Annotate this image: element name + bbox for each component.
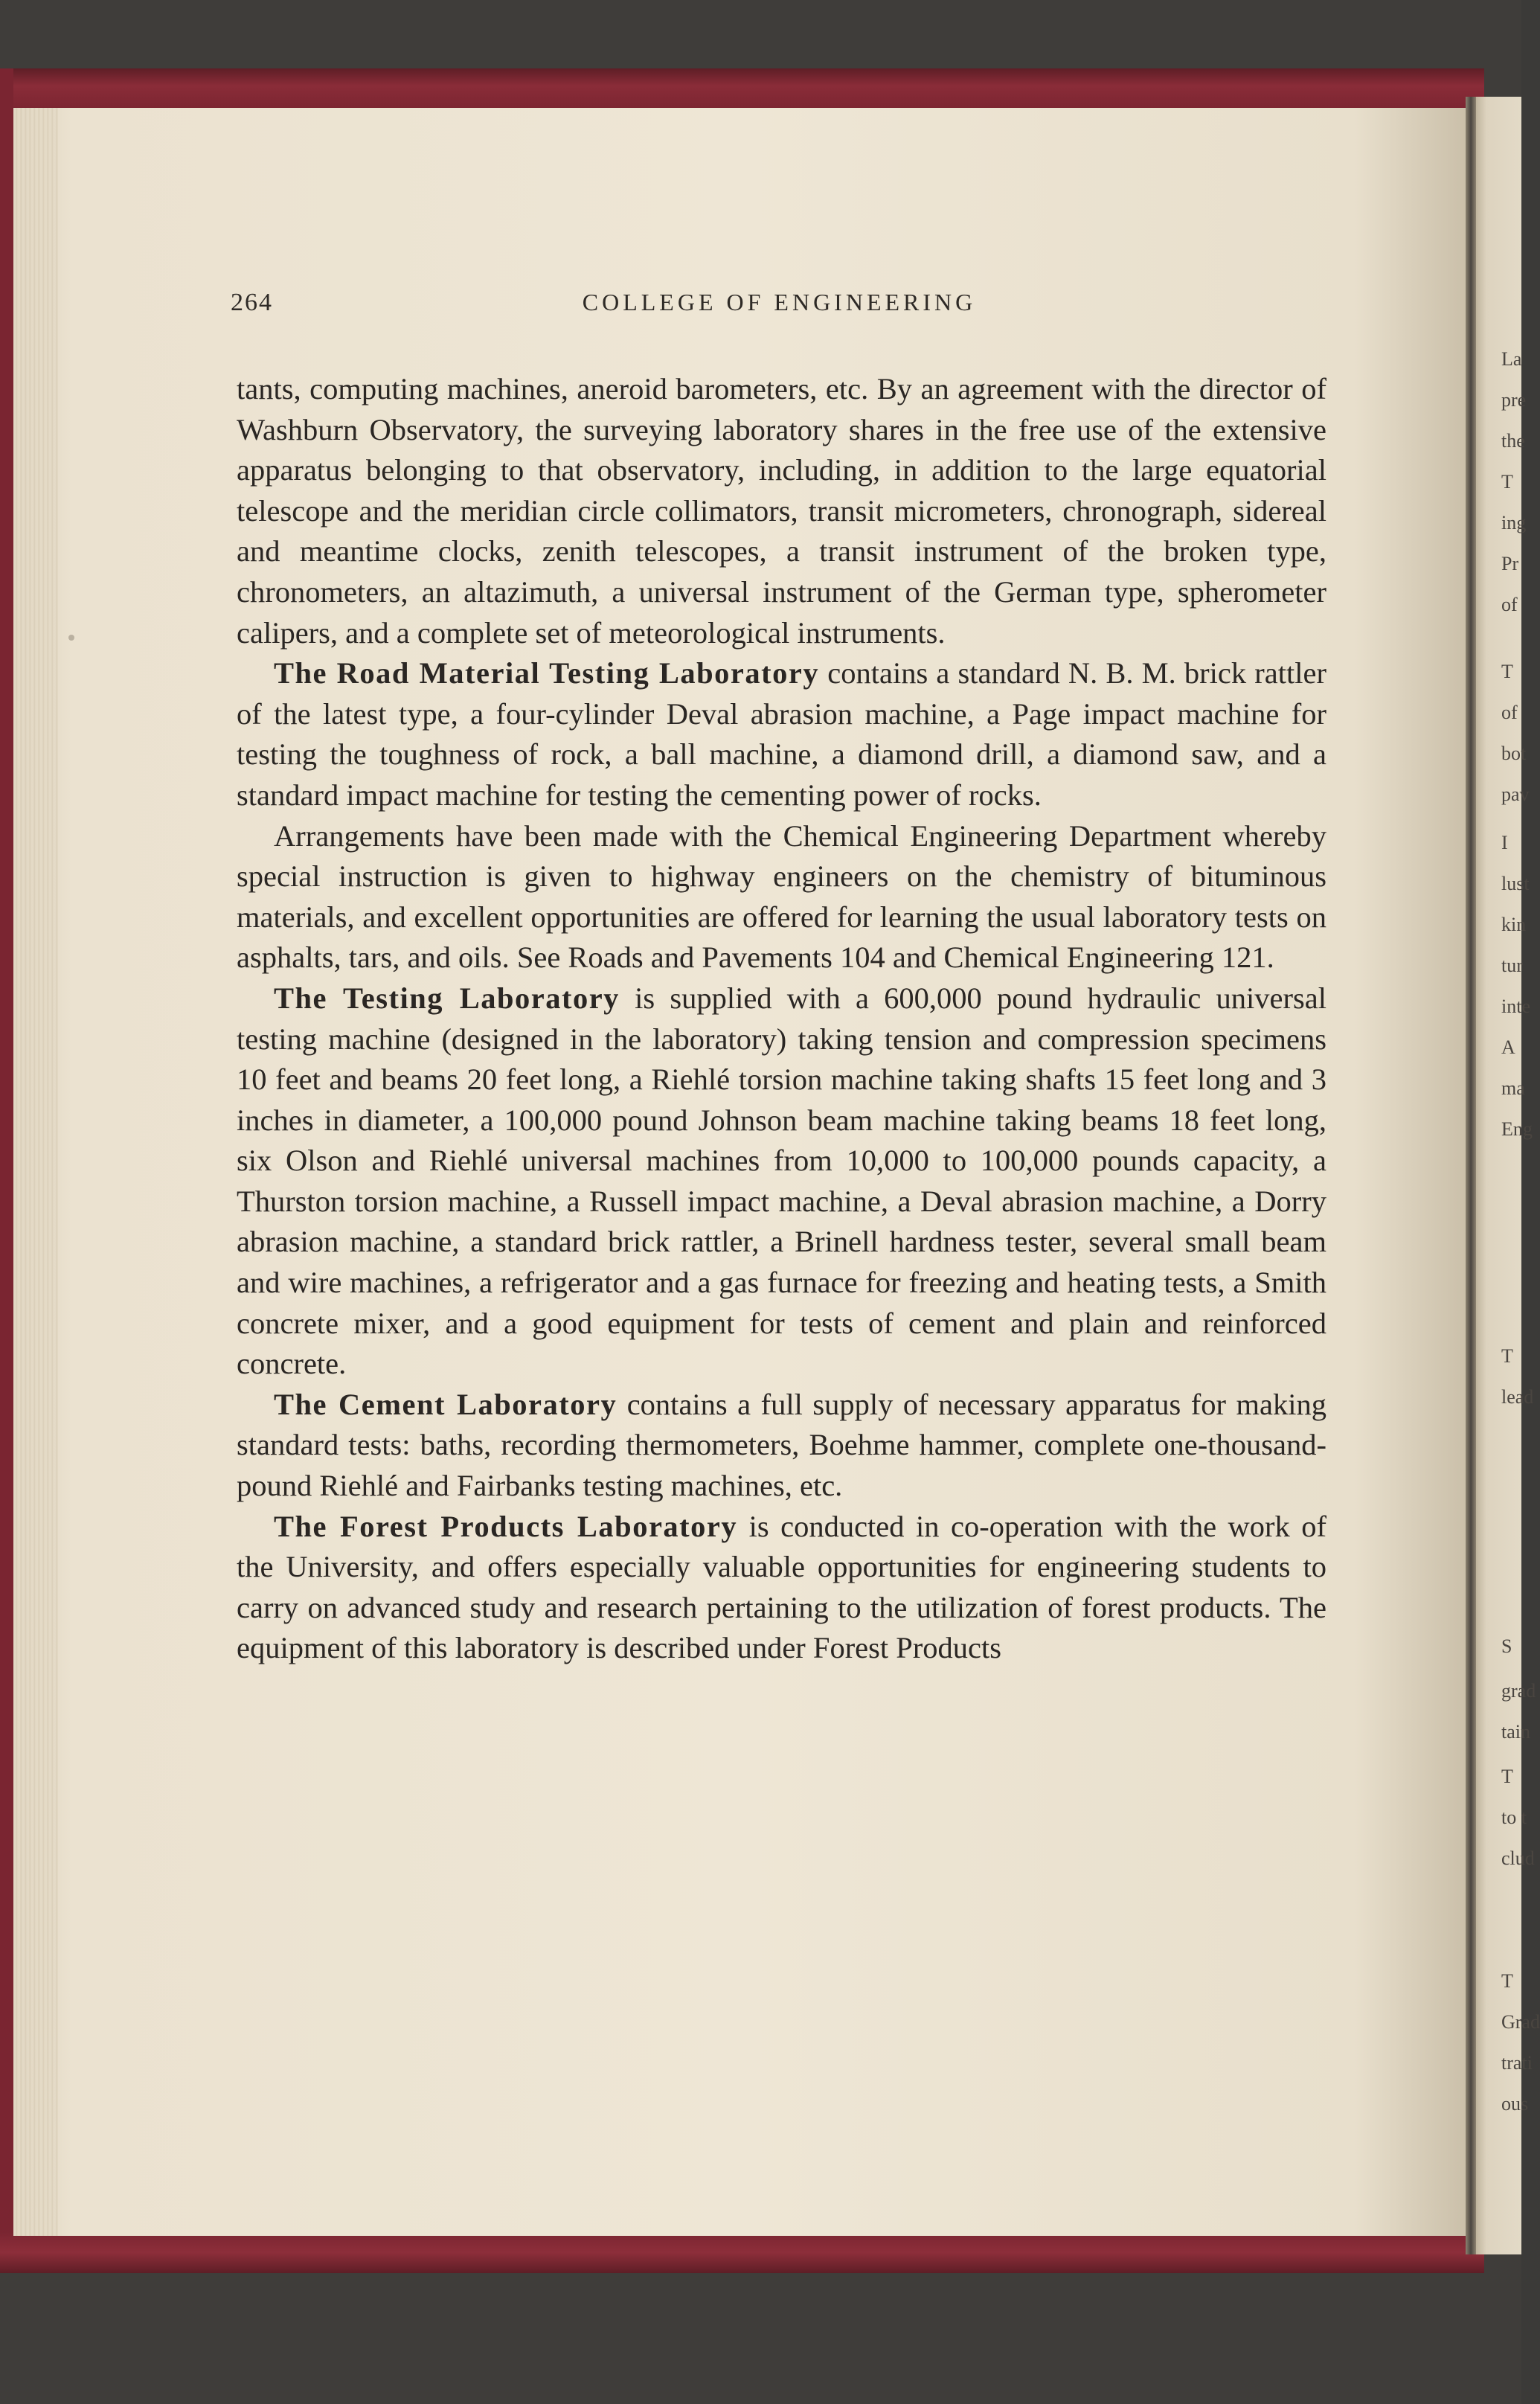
next-page-fragment: pre <box>1501 389 1527 411</box>
next-page-fragment: Eng <box>1501 1118 1533 1140</box>
paragraph <box>237 1507 1326 1669</box>
next-page-fragment: Pr <box>1501 553 1519 574</box>
lab-heading: The Road Material Testing Laboratory <box>274 656 820 690</box>
next-page-fragment: Grad <box>1501 2011 1540 2033</box>
book-gutter <box>1466 97 1476 2254</box>
next-page-fragment: T <box>1501 1345 1513 1367</box>
paragraph-text: Arrangements have been made with the Chemical Engineering Department whereby special instruction is given to highway engineers on the chemistry of bituminous materials, and excellent opportunities are offered for learning the usual laboratory tests on asphalts, tars, and oils. See Roads and Pavements 104 and Chemical Engineering 121. <box>237 818 1326 975</box>
next-page-fragment: tain <box>1501 1721 1530 1743</box>
next-page-fragment: La <box>1501 348 1522 370</box>
paragraph <box>237 816 1326 978</box>
next-page-fragment: T <box>1501 661 1513 682</box>
paragraph <box>237 1385 1326 1507</box>
paragraph <box>237 369 1326 653</box>
next-page-fragment: inte <box>1501 996 1530 1017</box>
next-page-fragment: of <box>1501 594 1518 615</box>
next-page-fragment: ma <box>1501 1077 1525 1099</box>
next-page-edge <box>1472 97 1521 2254</box>
page-header <box>231 289 1328 326</box>
lab-heading: The Cement Laboratory <box>274 1387 617 1421</box>
paragraph-text: contains a full supply of necessary apparatus for making standard tests: baths, recording thermometers, Boehme hammer, complete one-thousand-pound Riehlé and Fairbanks testing machines, etc. <box>237 1387 1326 1503</box>
next-page-fragment: trati <box>1501 2052 1533 2074</box>
next-page-fragment: ous <box>1501 2093 1529 2115</box>
next-page-fragment: to t <box>1501 1807 1527 1828</box>
next-page-fragment: A <box>1501 1036 1515 1058</box>
next-page-fragment: clud <box>1501 1847 1535 1869</box>
next-page-fragment: ing <box>1501 512 1527 533</box>
paragraph-text: is conducted in co-operation with the work of the University, and offers especially valuable opportunities for engineering students to carry on advanced study and research pertaining to the utilization of forest products. The equipment of this laboratory is described under Forest Products <box>237 1509 1326 1665</box>
book-binding-left <box>0 68 13 2273</box>
next-page-fragment: the <box>1501 430 1525 452</box>
next-page-fragment: T <box>1501 471 1513 493</box>
next-page-fragment: lead <box>1501 1386 1534 1408</box>
next-page-fragment: kin <box>1501 914 1527 935</box>
book-binding-bottom <box>0 2232 1484 2273</box>
paragraph-text: tants, computing machines, aneroid barometers, etc. By an agreement with the director of Washburn Observatory, the surveying laboratory shares in the free use of the extensive apparatus belonging to that observatory, including, in addition to the large equatorial telescope and the meridian circle collimators, transit micrometers, chronograph, sidereal and meantime clocks, zenith telescopes, a transit instrument of the broken type, chronometers, an altazimuth, a universal instrument of the German type, spherometer calipers, and a complete set of meteorological instruments. <box>237 372 1326 650</box>
ink-speck <box>68 635 74 641</box>
paragraph <box>237 653 1326 815</box>
next-page-fragment: lust <box>1501 873 1530 894</box>
next-page-fragment: of <box>1501 702 1518 723</box>
paragraph <box>237 978 1326 1385</box>
paragraph-text: is supplied with a 600,000 pound hydraulic universal testing machine (designed in the laboratory) taking tension and compression specimens 10 feet and beams 20 feet long, a Riehlé torsion machine taking shafts 15 feet long and 3 inches in diameter, a 100,000 pound Johnson beam machine taking beams 18 feet long, six Olson and Riehlé universal machines from 10,000 to 100,000 pounds capacity, a Thurston torsion machine, a Russell impact machine, a Deval abrasion machine, a Dorry abrasion machine, a standard brick rattler, a Brinell hardness tester, several small beam and wire machines, a refrigerator and a gas furnace for freezing and heating tests, a Smith concrete mixer, and a good equipment for tests of cement and plain and reinforced concrete. <box>237 981 1326 1381</box>
next-page-fragment: grad <box>1501 1680 1536 1702</box>
body-text <box>237 369 1326 1669</box>
next-page-fragment: T <box>1501 1970 1513 1992</box>
lab-heading: The Testing Laboratory <box>274 981 620 1015</box>
next-page-fragment: I <box>1501 832 1508 853</box>
next-page-fragment: T <box>1501 1766 1513 1787</box>
next-page-fragment: bot <box>1501 743 1527 764</box>
book-binding-top <box>0 68 1484 112</box>
next-page-fragment: tur <box>1501 955 1523 976</box>
page-edges <box>13 108 58 2236</box>
next-page-fragment: S <box>1501 1635 1512 1657</box>
running-head: COLLEGE OF ENGINEERING <box>582 289 977 315</box>
paragraph-text: contains a standard N. B. M. brick rattler of the latest type, a four-cylinder Deval abrasion machine, a Page impact machine for testing the toughness of rock, a ball machine, a diamond drill, a diamond saw, and a standard impact machine for testing the cementing power of rocks. <box>237 656 1326 812</box>
lab-heading: The Forest Products Laboratory <box>274 1509 738 1543</box>
next-page-fragment: pav <box>1501 783 1530 805</box>
page-number: 264 <box>231 289 273 316</box>
